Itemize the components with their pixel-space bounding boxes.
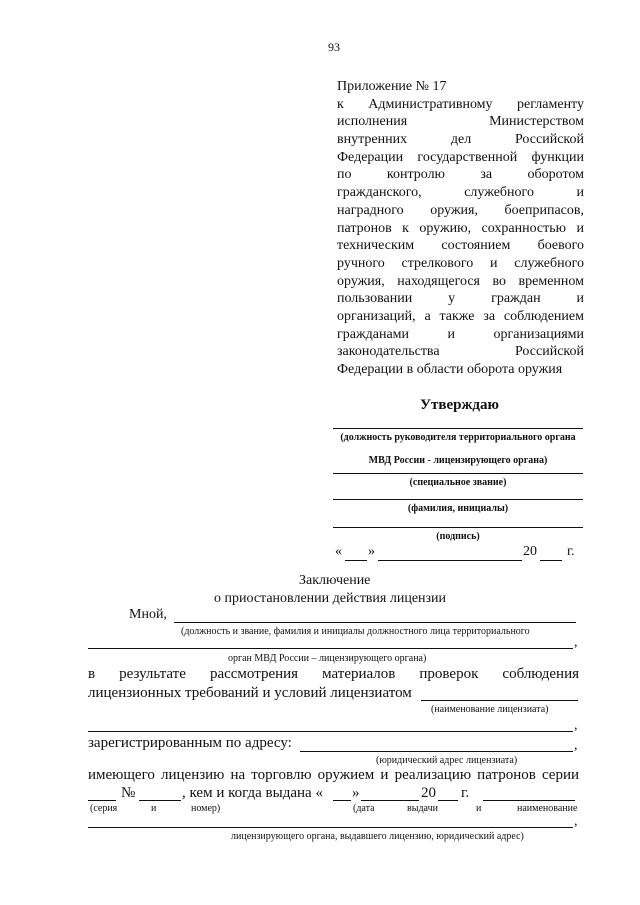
appendix-line: внутренних дел Российской [337,132,584,148]
caption-position-2: МВД России - лицензирующего органа) [368,455,548,466]
date-year: 20 [523,544,537,559]
licensee-line-2 [88,731,573,732]
issued-by-label: , кем и когда выдана « [182,785,323,801]
conclusion-subtitle: о приостановлении действия лицензии [214,591,447,606]
registered-at-label: зарегистрированным по адресу: [88,735,292,751]
appendix-line: организаций, а также за соблюдением [337,308,584,324]
caption-issue: выдачи [407,803,438,814]
appendix-line: Федерации государственной функции [337,149,584,165]
appendix-line: ручного стрелкового и служебного [337,255,584,271]
result-text-1: в результате рассмотрения материалов проверок соблюдения [88,666,579,682]
caption-official-2: орган МВД России – лицензирующего органа) [228,653,427,664]
appendix-line: исполнения Министерством [337,114,584,130]
caption-date: (дата [353,803,375,814]
appendix-line: к Административному регламенту [337,96,584,112]
licensee-comma: , [574,718,578,733]
appendix-line: гражданского, служебного и [337,185,584,201]
appendix-line: патронов к оружию, сохранностью и [337,220,584,236]
date-year-line [540,560,562,561]
number-line [139,800,181,801]
official-line [174,622,576,623]
authority-line [88,827,573,828]
result-text-2: лицензионных требований и условий лицензиатом [88,685,412,701]
appendix-line: Приложение № 17 [337,79,447,94]
appendix-line: по контролю за оборотом [337,167,584,183]
issued-close-quote: » [352,785,360,801]
page-number: 93 [328,40,340,54]
caption-name-authority: наименование [517,803,578,814]
issued-month-line [361,800,419,801]
rank-line [333,473,583,474]
approval-title: Утверждаю [420,397,499,413]
caption-series: (серия [90,803,118,814]
caption-licensee: (наименование лицензиата) [431,704,549,715]
issued-day-line [333,800,351,801]
number-sign: № [121,785,136,801]
issued-authority-line [483,800,575,801]
caption-rank: (специальное звание) [409,477,507,488]
licensee-line [421,700,578,701]
name-line [333,499,583,500]
appendix-line: оружия, находящегося во временном [337,273,584,289]
appendix-line: Федерации в области оборота оружия [337,362,563,377]
license-text: имеющего лицензию на торговлю оружием и реализацию патронов серии [88,767,579,783]
official-comma: , [574,635,578,650]
date-month-line [378,560,522,561]
address-comma: , [574,738,578,753]
by-me-label: Мной, [129,607,167,622]
caption-official-1: (должность и звание, фамилия и инициалы должностного лица территориального [181,626,530,637]
signature-line [333,527,583,528]
appendix-line: законодательства Российской [337,344,584,360]
issued-year: 20 [421,785,436,801]
caption-number: номер) [191,803,221,814]
caption-and-1: и [151,803,157,814]
date-open-quote: « [335,544,342,559]
appendix-block [337,78,584,379]
conclusion-title: Заключение [299,573,371,588]
caption-signature: (подпись) [436,531,480,542]
caption-name: (фамилия, инициалы) [407,503,509,514]
caption-address: (юридический адрес лицензиата) [376,755,518,766]
position-line [333,428,583,429]
issued-suffix: г. [461,785,470,801]
appendix-line: наградного оружия, боеприпасов, [337,202,584,218]
date-day-line [345,560,367,561]
date-suffix: г. [567,544,575,559]
caption-and-2: и [476,803,482,814]
caption-position-1: (должность руководителя территориального органа [340,432,576,443]
date-close-quote: » [368,544,375,559]
official-line-2 [88,648,573,649]
appendix-line: гражданами и организациями [337,326,584,342]
issued-year-line [438,800,458,801]
appendix-line: пользовании у граждан и [337,291,584,307]
caption-authority: лицензирующего органа, выдавшего лицензию, юридический адрес) [231,831,524,842]
authority-comma: , [574,814,578,829]
appendix-line: техническим состоянием боевого [337,238,584,254]
series-line [88,800,116,801]
address-line [300,751,573,752]
